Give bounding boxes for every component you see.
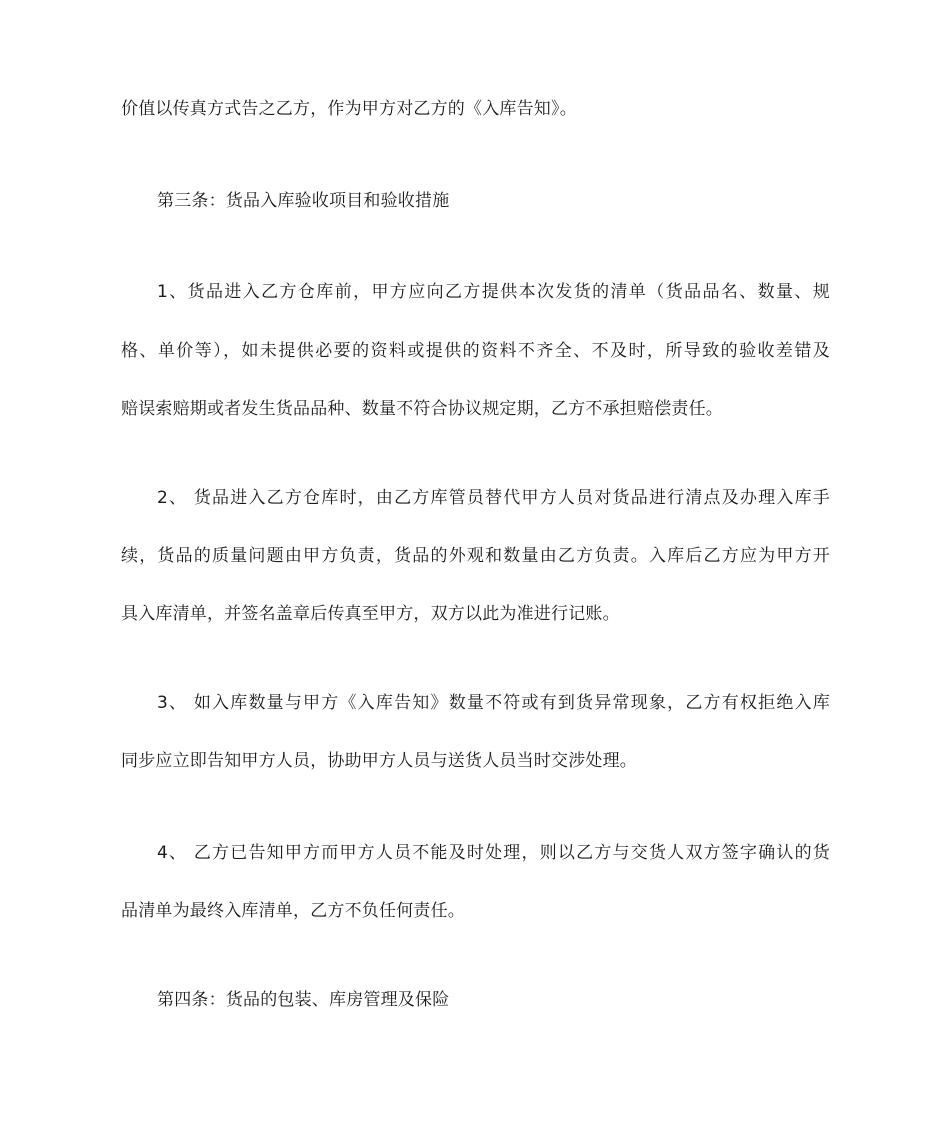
item-2-line-1: 2、 货品进入乙方仓库时，由乙方库管员替代甲方人员对货品进行清点及办理入库手	[157, 488, 830, 508]
item-1-line-1: 1、货品进入乙方仓库前，甲方应向乙方提供本次发货的清单（货品品名、数量、规	[157, 282, 830, 302]
intro-line: 价值以传真方式告之乙方，作为甲方对乙方的《入库告知》。	[121, 99, 577, 119]
item-3-line-1: 3、 如入库数量与甲方《入库告知》数量不符或有到货异常现象，乙方有权拒绝入库	[157, 693, 830, 713]
item-2-line-3: 具入库清单，并签名盖章后传真至甲方，双方以此为准进行记账。	[121, 604, 620, 624]
item-3-line-2: 同步应立即告知甲方人员，协助甲方人员与送货人员当时交涉处理。	[121, 751, 637, 771]
item-4-line-2: 品清单为最终入库清单，乙方不负任何责任。	[121, 901, 465, 921]
article-4-heading: 第四条：货品的包装、库房管理及保险	[157, 990, 450, 1010]
item-1-line-2: 格、单价等），如未提供必要的资料或提供的资料不齐全、不及时，所导致的验收差错及	[121, 341, 830, 361]
item-2-line-2: 续，货品的质量问题由甲方负责，货品的外观和数量由乙方负责。入库后乙方应为甲方开	[121, 546, 830, 566]
item-4-line-1: 4、 乙方已告知甲方而甲方人员不能及时处理，则以乙方与交货人双方签字确认的货	[157, 843, 830, 863]
article-3-heading: 第三条：货品入库验收项目和验收措施	[157, 191, 450, 211]
item-1-line-3: 赔误索赔期或者发生货品品种、数量不符合协议规定期，乙方不承担赔偿责任。	[121, 399, 723, 419]
